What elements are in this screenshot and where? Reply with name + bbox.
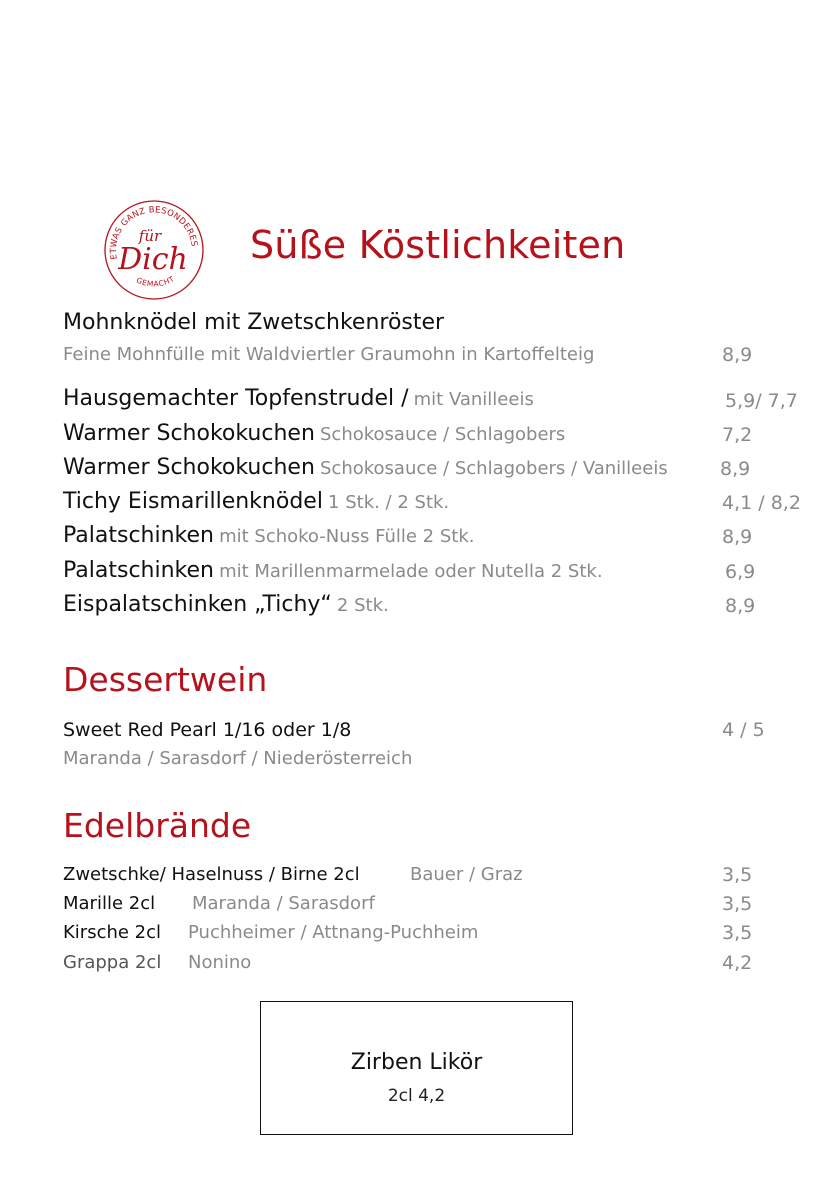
edelbrand-name-3: Kirsche 2cl: [63, 922, 162, 943]
dessertwein-name: Sweet Red Pearl 1/16 oder 1/8: [63, 719, 352, 741]
edelbrand-desc-1: Bauer / Graz: [410, 864, 523, 885]
edelbrand-desc-4: Nonino: [188, 952, 252, 973]
item-price-schokokuchen-2: 8,9: [720, 458, 751, 480]
item-name: Warmer Schokokuchen: [63, 455, 315, 480]
item-name: Warmer Schokokuchen: [63, 421, 315, 446]
edelbrand-price-1: 3,5: [722, 864, 753, 886]
zirben-likoer-box: [260, 1001, 573, 1135]
logo-ring-bottom: GEMACHT: [134, 274, 176, 289]
edelbrand-price-2: 3,5: [722, 893, 753, 915]
item-desc: 1 Stk. / 2 Stk.: [328, 492, 450, 513]
menu-item-eispalatschinken: [63, 592, 389, 617]
item-name: Hausgemachter Topfenstrudel /: [63, 386, 409, 411]
item-name: Eispalatschinken „Tichy“: [63, 592, 332, 617]
logo-fuer-dich: [103, 199, 205, 301]
edelbrand-name-1: Zwetschke/ Haselnuss / Birne 2cl: [63, 864, 360, 885]
dessertwein-price: 4 / 5: [722, 719, 765, 741]
menu-item-topfenstrudel: [63, 386, 534, 411]
edelbrand-price-3: 3,5: [722, 922, 753, 944]
edelbrand-name-4: Grappa 2cl: [63, 952, 162, 973]
item-desc: Schokosauce / Schlagobers: [320, 424, 566, 445]
item-price-topfenstrudel: 5,9/ 7,7: [725, 390, 798, 412]
logo-ring-top: ETWAS GANZ BESONDERES: [108, 205, 199, 261]
edelbrand-name-2: Marille 2cl: [63, 893, 156, 914]
item-desc: 2 Stk.: [336, 595, 389, 616]
menu-item-palatschinken-2: [63, 558, 603, 583]
logo-script-fuer: für: [138, 227, 162, 245]
item-price-palatschinken-1: 8,9: [722, 526, 753, 548]
zirben-likoer-price: 2cl 4,2: [387, 1086, 446, 1106]
dessertwein-desc: Maranda / Sarasdorf / Niederösterreich: [63, 748, 413, 769]
logo-script-dich: Dich: [118, 242, 188, 277]
item-desc: Schokosauce / Schlagobers / Vanilleeis: [320, 458, 668, 479]
item-price-palatschinken-2: 6,9: [725, 561, 756, 583]
title-suesse-koestlichkeiten: Süße Köstlichkeiten: [250, 223, 626, 267]
item-name: Palatschinken: [63, 558, 214, 583]
title-edelbraende: Edelbrände: [63, 806, 252, 845]
item-name-mohnknoedel: Mohnknödel mit Zwetschkenröster: [63, 310, 445, 335]
item-desc: mit Vanilleeis: [413, 389, 534, 410]
item-desc: mit Schoko-Nuss Fülle 2 Stk.: [219, 526, 475, 547]
menu-item-eismarillenknoedel: [63, 489, 449, 514]
item-desc-mohnknoedel: Feine Mohnfülle mit Waldviertler Graumohn in Kartoffelteig: [63, 344, 595, 365]
item-desc: mit Marillenmarmelade oder Nutella 2 Stk.: [219, 561, 603, 582]
menu-item-schokokuchen-2: [63, 455, 668, 480]
item-price-eispalatschinken: 8,9: [725, 595, 756, 617]
item-name: Palatschinken: [63, 523, 214, 548]
item-price-schokokuchen-1: 7,2: [722, 424, 753, 446]
edelbrand-desc-3: Puchheimer / Attnang-Puchheim: [188, 922, 479, 943]
edelbrand-desc-2: Maranda / Sarasdorf: [192, 893, 375, 914]
edelbrand-price-4: 4,2: [722, 952, 753, 974]
menu-item-palatschinken-1: [63, 523, 475, 548]
menu-item-schokokuchen-1: [63, 421, 565, 446]
item-price-mohnknoedel: 8,9: [722, 344, 753, 366]
zirben-likoer-title: Zirben Likör: [350, 1050, 483, 1075]
item-name: Tichy Eismarillenknödel: [63, 489, 323, 514]
item-price-eismarillenknoedel: 4,1 / 8,2: [722, 492, 801, 514]
title-dessertwein: Dessertwein: [63, 660, 268, 699]
